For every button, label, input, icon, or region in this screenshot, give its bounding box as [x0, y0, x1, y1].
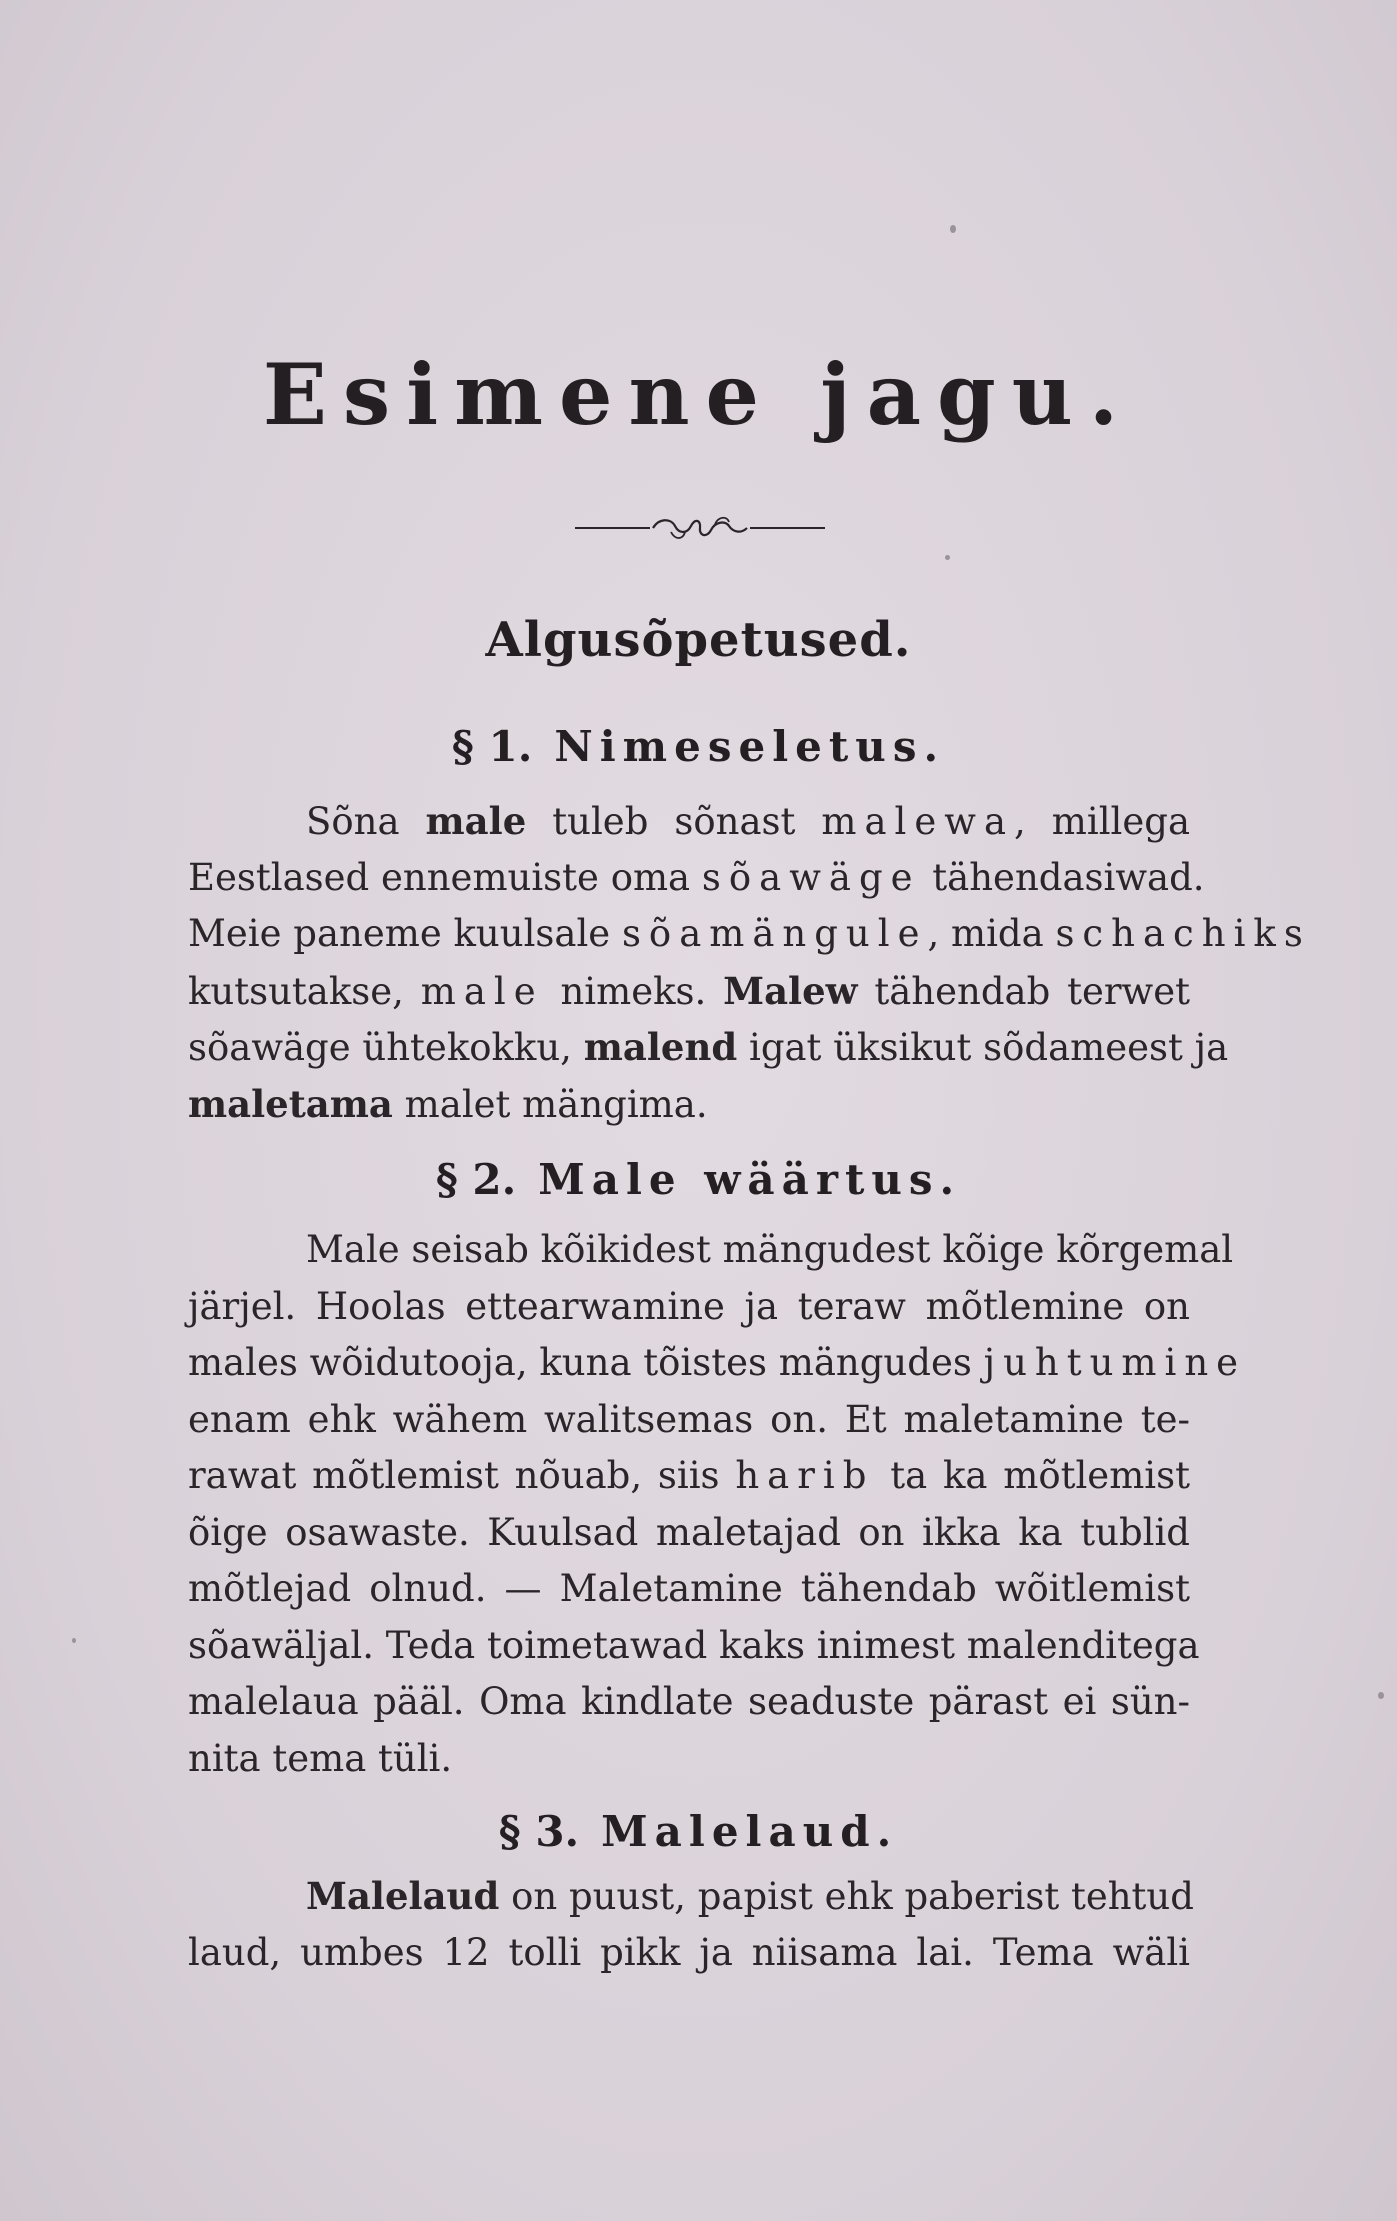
ornament-divider: [575, 510, 825, 546]
paper-speck: [72, 1638, 76, 1643]
paragraph-title: Malelaud.: [601, 1807, 899, 1856]
section-heading: Algusõpetused.: [485, 612, 912, 668]
paragraph-number: § 2.: [435, 1155, 517, 1204]
paragraph-heading: [0, 1155, 1397, 1204]
paper-speck: [945, 555, 950, 560]
text-line: Eestlased ennemuiste oma sõawäge tähendasiwad.: [188, 855, 1205, 899]
paragraph-number: § 1.: [451, 722, 533, 771]
text-line: nita tema tüli.: [188, 1736, 453, 1780]
paragraph-number: § 3.: [498, 1807, 580, 1856]
text-line: Male seisab kõikidest mängudest kõige kõrgemal: [306, 1228, 1234, 1271]
paragraph-heading: [0, 1807, 1397, 1856]
paper-speck: [950, 225, 956, 233]
paragraph-body: [188, 1222, 1247, 1787]
paper-speck: [1378, 1692, 1384, 1699]
text-line: Malelaud on puust, papist ehk paberist tehtud: [306, 1874, 1194, 1918]
chapter-title: Esimene jagu.: [262, 345, 1135, 444]
text-line: kutsutakse, male nimeks. Malew tähendab terwet: [188, 968, 1190, 1013]
text-line: maletama malet mängima.: [188, 1081, 708, 1126]
text-line: rawat mõtlemist nõuab, siis harib ta ka mõtlemist: [188, 1454, 1190, 1497]
paragraph-body: [188, 793, 1311, 1132]
text-line: Meie paneme kuulsale sõamängule, mida schachiks: [188, 912, 1311, 955]
text-line: sõawäge ühtekokku, malend igat üksikut sõdameest ja: [188, 1025, 1229, 1069]
text-line: õige osawaste. Kuulsad maletajad on ikka ka tublid: [188, 1510, 1190, 1554]
paragraph-heading: [0, 722, 1397, 771]
paragraph-title: Male wäärtus.: [538, 1155, 962, 1204]
paragraph-body: [188, 1868, 1194, 1981]
text-line: malelaua pääl. Oma kindlate seaduste pärast ei sün-: [188, 1680, 1190, 1723]
paragraph-title: Nimeseletus.: [554, 722, 946, 771]
text-line: järjel. Hoolas ettearwamine ja teraw mõtlemine on: [188, 1284, 1190, 1328]
text-line: males wõidutooja, kuna tõistes mängudes juhtumine: [188, 1341, 1247, 1384]
text-line: sõawäljal. Teda toimetawad kaks inimest malenditega: [188, 1623, 1200, 1667]
text-line: laud, umbes 12 tolli pikk ja niisama lai. Tema wäli: [188, 1930, 1190, 1974]
text-line: mõtlejad olnud. — Maletamine tähendab wõitlemist: [188, 1567, 1190, 1610]
text-line: Sõna male tuleb sõnast malewa, millega: [306, 799, 1191, 843]
text-line: enam ehk wähem walitsemas on. Et maletamine te-: [188, 1397, 1190, 1441]
